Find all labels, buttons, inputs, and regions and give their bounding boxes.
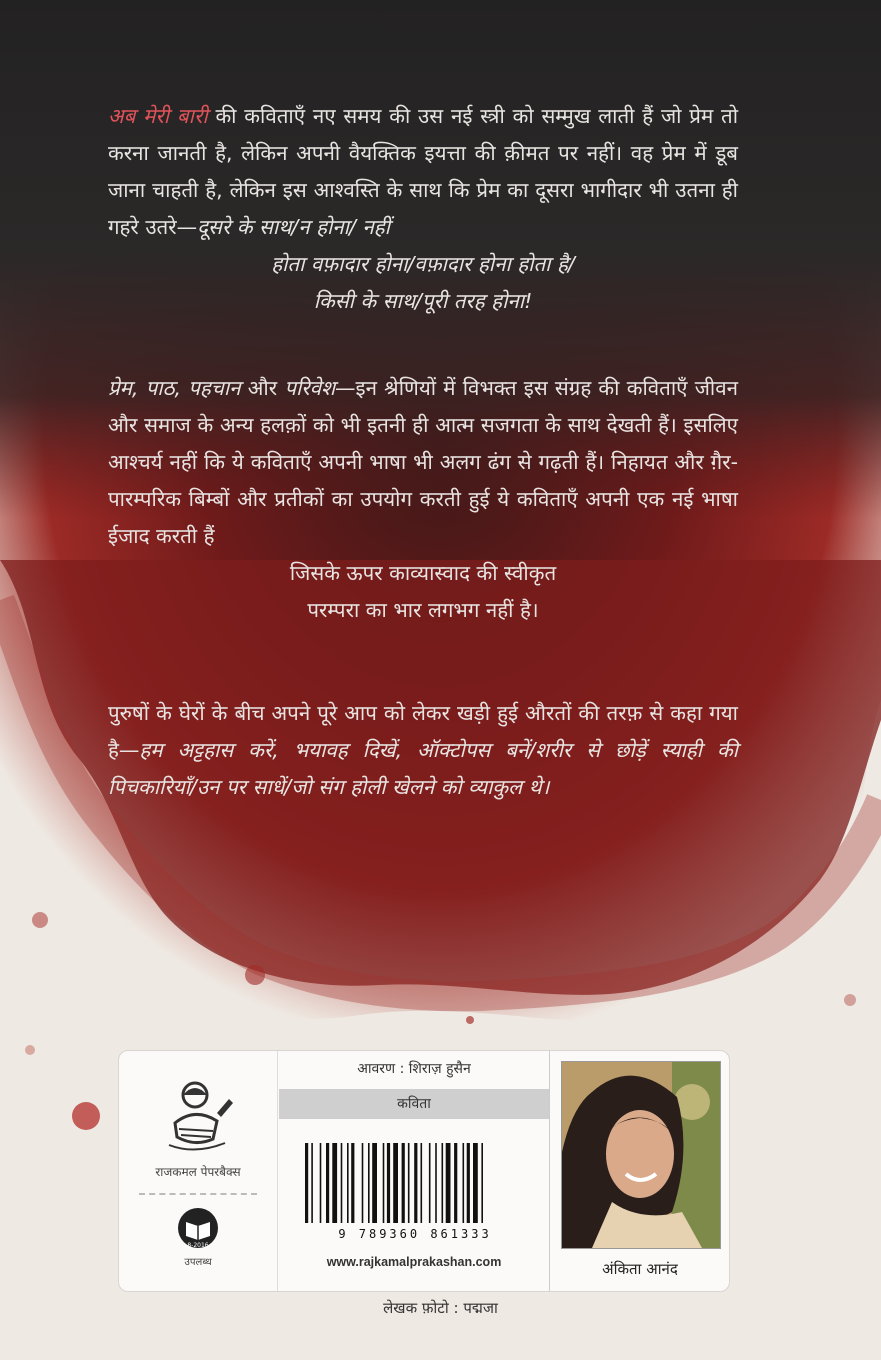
blurb-paragraph-2 bbox=[108, 370, 738, 629]
cover-credit: आवरण : शिराज़ हुसैन bbox=[357, 1061, 471, 1077]
p3-quote: हम अट्टहास करें, भयावह दिखें, ऑक्टोपस बनें/शरीर से छोड़ें स्याही की पिचकारियाँ/उन पर साधें/जो संग होली खेलने को व्याकुल थे। bbox=[108, 738, 738, 799]
author-photo bbox=[561, 1061, 721, 1249]
publisher-logo-icon bbox=[155, 1073, 241, 1159]
publisher-column bbox=[119, 1051, 278, 1291]
blurb-paragraph-1 bbox=[108, 98, 738, 320]
barcode-bar bbox=[402, 1143, 405, 1223]
publisher-name: राजकमल पेपरबैक्स bbox=[155, 1165, 241, 1179]
barcode-bar bbox=[414, 1143, 417, 1223]
barcode-bar bbox=[435, 1143, 437, 1223]
p2-and: और bbox=[240, 376, 285, 400]
imprint-badge-text: 8-2016 bbox=[187, 1242, 209, 1249]
barcode-bar bbox=[383, 1143, 385, 1223]
barcode-bar bbox=[421, 1143, 423, 1223]
barcode-column bbox=[279, 1051, 550, 1291]
imprint-logo-icon bbox=[176, 1206, 220, 1250]
barcode-bar bbox=[341, 1143, 343, 1223]
isbn-barcode bbox=[301, 1139, 529, 1241]
barcode-bar bbox=[368, 1143, 370, 1223]
barcode-bar bbox=[463, 1143, 465, 1223]
p1-quote-c: किसी के साथ/पूरी तरह होना! bbox=[313, 289, 533, 313]
p1-body: की कविताएँ नए समय की उस नई स्त्री को सम्मुख लाती हैं जो प्रेम तो करना जानती है, लेकिन अपनी वैयक्तिक इयत्ता की क़ीमत पर नहीं। वह प्रेम में डूब जाना चाहती है, लेकिन इस आश्वस्ति के साथ कि प्रेम का दूसरा भागीदार भी उतना ही गहरे उतरे— bbox=[108, 104, 739, 239]
p2-category-last: परिवेश bbox=[284, 376, 336, 400]
barcode-bar bbox=[311, 1143, 313, 1223]
barcode-bar bbox=[347, 1143, 349, 1223]
barcode-bar bbox=[305, 1143, 308, 1223]
author-name: अंकिता आनंद bbox=[602, 1260, 678, 1278]
photo-credit: लेखक फ़ोटो : पद्मजा bbox=[383, 1299, 498, 1317]
blurb-paragraph-3 bbox=[108, 695, 738, 806]
p2-line-c: परम्परा का भार लगभग नहीं है। bbox=[307, 598, 539, 622]
barcode-bar bbox=[362, 1143, 364, 1223]
barcode-bar bbox=[372, 1143, 377, 1223]
publisher-url[interactable]: www.rajkamalprakashan.com bbox=[326, 1255, 502, 1269]
author-column bbox=[551, 1051, 729, 1291]
isbn-digits: 9 789360 861333 bbox=[338, 1227, 492, 1241]
p2-body: —इन श्रेणियों में विभक्त इस संग्रह की कविताएँ जीवन और समाज के अन्य हलक़ों को भी इतनी ही आत्म सजगता के साथ देखती हैं। इसलिए आश्चर्य नहीं कि ये कविताएँ अपनी भाषा भी अलग ढंग से गढ़ती हैं। निहायत और ग़ैर-पारम्परिक बिम्बों और प्रतीकों का उपयोग करती हुई ये कविताएँ अपनी एक नई भाषा ईजाद करती हैं bbox=[108, 376, 739, 548]
info-panel bbox=[118, 1050, 730, 1292]
barcode-bar bbox=[320, 1143, 322, 1223]
barcode-bar bbox=[387, 1143, 390, 1223]
barcode-bar bbox=[454, 1143, 457, 1223]
barcode-bar bbox=[473, 1143, 478, 1223]
p2-line-b: जिसके ऊपर काव्यास्वाद की स्वीकृत bbox=[289, 561, 557, 585]
barcode-bar bbox=[446, 1143, 451, 1223]
barcode-bar bbox=[326, 1143, 329, 1223]
p1-quote-b: होता वफ़ादार होना/वफ़ादार होना होता है/ bbox=[271, 252, 575, 276]
barcode-bar bbox=[332, 1143, 337, 1223]
imprint-name: उपलब्ध bbox=[184, 1257, 212, 1268]
genre-label: कविता bbox=[279, 1089, 549, 1119]
barcode-bar bbox=[408, 1143, 410, 1223]
barcode-bar bbox=[351, 1143, 354, 1223]
p2-categories: प्रेम, पाठ, पहचान bbox=[108, 376, 241, 400]
barcode-bar bbox=[393, 1143, 398, 1223]
book-title-highlight: अब मेरी बारी bbox=[108, 104, 208, 128]
p3-body: पुरुषों के घेरों के बीच अपने पूरे आप को लेकर खड़ी हुई औरतों की तरफ़ से कहा गया है— bbox=[108, 701, 738, 762]
barcode-bar bbox=[429, 1143, 431, 1223]
barcode-bar bbox=[467, 1143, 470, 1223]
barcode-bar bbox=[442, 1143, 444, 1223]
barcode-bar bbox=[481, 1143, 483, 1223]
p1-quote-a: दूसरे के साथ/न होना/ नहीं bbox=[197, 215, 390, 239]
divider bbox=[139, 1193, 257, 1195]
